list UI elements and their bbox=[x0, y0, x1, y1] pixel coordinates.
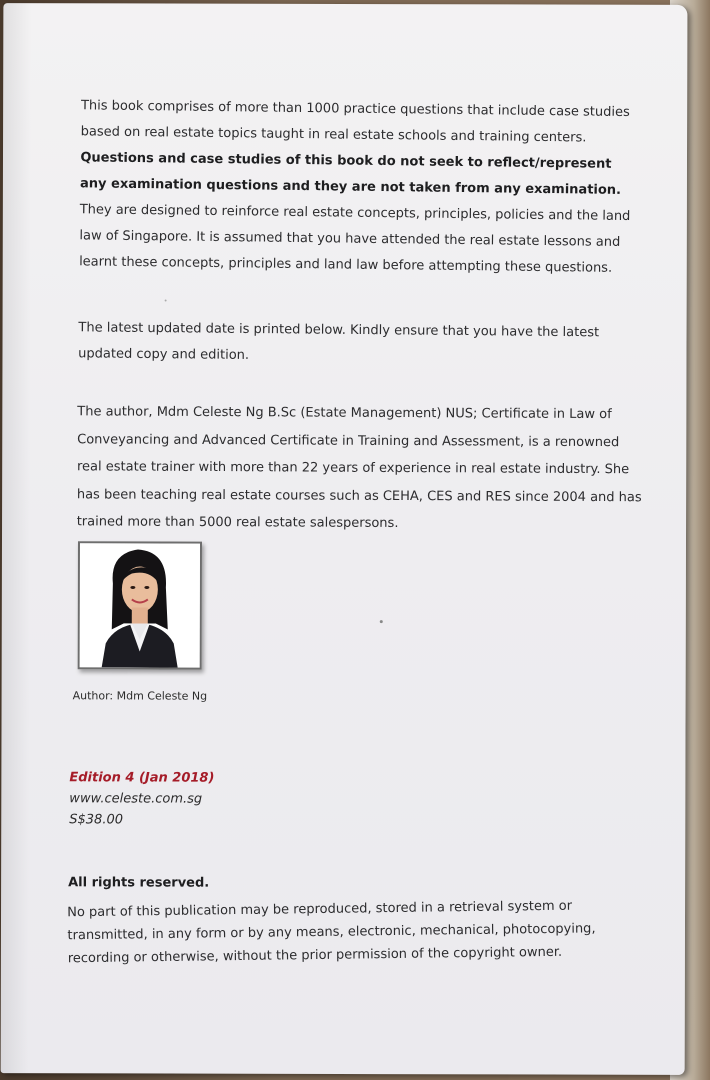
edition-label: Edition 4 (Jan 2018) bbox=[69, 770, 215, 786]
update-note-paragraph: The latest updated date is printed below. Kindly ensure that you have the latest updated copy and edition. bbox=[78, 320, 600, 363]
rights-heading: All rights reserved. bbox=[68, 875, 210, 891]
intro-disclaimer-bold: Questions and case studies of this book do not seek to reflect/represent any examination questions and they are not taken from any examination. bbox=[79, 150, 622, 198]
author-photo bbox=[78, 541, 202, 669]
rights-paragraph: No part of this publication may be reproduced, stored in a retrieval system or transmitted, in any form or by any means, electronic, mechanical, photocopying, recording or otherwise, without the prior permission of the copyright owner. bbox=[67, 898, 596, 967]
price-text: S$38.00 bbox=[69, 812, 124, 828]
page-shadow bbox=[1, 3, 32, 1073]
intro-text-2: They are designed to reinforce real estate concepts, principles, policies and the land law of Singapore. It is assumed that you have attended the real estate lessons and learnt these concepts, principles and land law before attempting these questions. bbox=[79, 202, 631, 276]
intro-paragraph bbox=[79, 93, 641, 282]
photo-caption: Author: Mdm Celeste Ng bbox=[72, 689, 208, 703]
website-text: www.celeste.com.sg bbox=[69, 791, 203, 807]
paper-speck bbox=[165, 300, 167, 302]
intro-text-1: This book comprises of more than 1000 practice questions that include case studies based on real estate topics taught in real estate schools and training centers. bbox=[80, 98, 630, 146]
author-bio-paragraph: The author, Mdm Celeste Ng B.Sc (Estate Management) NUS; Certificate in Law of Conveyancing and Advanced Certificate in Training and Assessment, is a renowned real estate trainer with more than 22 years of experience in real estate industry. She has been teaching real estate courses such as CEHA, CES and RES since 2004 and has trained more than 5000 real estate salespersons. bbox=[76, 404, 642, 531]
edition-block bbox=[69, 767, 214, 830]
paper-speck bbox=[380, 620, 383, 623]
book-back-cover-page bbox=[1, 3, 688, 1075]
